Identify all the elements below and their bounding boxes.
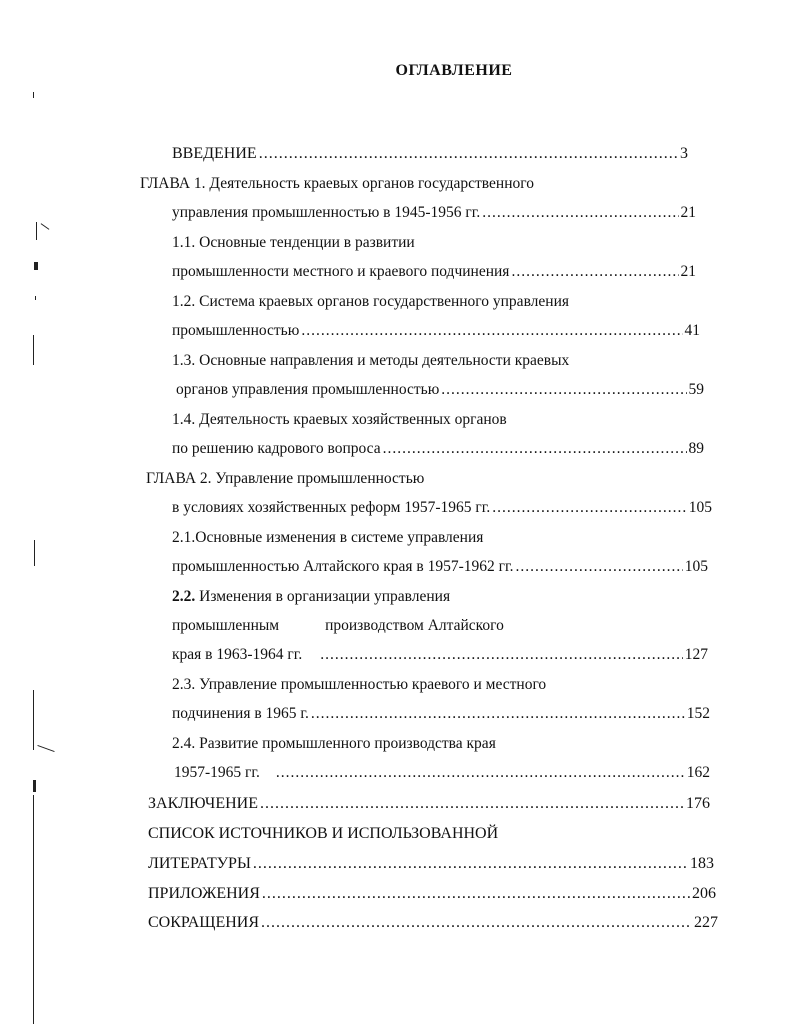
toc-page-number: 105	[684, 558, 708, 575]
toc-entry-chapter-2[interactable]	[172, 498, 712, 518]
toc-section-number: 2.2.	[172, 588, 196, 605]
scan-artifact	[37, 745, 54, 752]
toc-entry-chapter-1[interactable]	[172, 203, 696, 223]
toc-section-1-4-line1: 1.4. Деятельность краевых хозяйственных органов	[172, 411, 507, 428]
leader-dots	[492, 498, 687, 518]
toc-label: промышленности местного и краевого подчинения	[172, 263, 510, 280]
toc-page-number: 89	[688, 440, 704, 457]
toc-page-number: 21	[680, 204, 696, 221]
toc-page-number: 59	[688, 381, 704, 398]
toc-section-2-4-line1: 2.4. Развитие промышленного производства края	[172, 735, 496, 752]
toc-label: 1957-1965 гг.	[174, 764, 260, 781]
toc-page-number: 41	[684, 322, 700, 339]
toc-section-1-2-line1: 1.2. Система краевых органов государственного управления	[172, 293, 570, 310]
toc-label: в условиях хозяйственных реформ 1957-1965 гг.	[172, 499, 491, 516]
toc-entry-section-2-3[interactable]	[172, 704, 710, 724]
leader-dots	[482, 203, 678, 223]
toc-label: управления промышленностью в 1945-1956 гг.	[172, 204, 481, 221]
toc-label: ВВЕДЕНИЕ	[172, 145, 257, 162]
toc-entry-conclusion[interactable]	[148, 794, 710, 814]
toc-entry-abbreviations[interactable]	[148, 913, 718, 933]
toc-label: ЛИТЕРАТУРЫ	[148, 855, 251, 872]
toc-section-2-1-line1: 2.1.Основные изменения в системе управления	[172, 529, 484, 546]
scan-artifact	[35, 296, 36, 300]
scan-artifact	[33, 780, 36, 792]
leader-dots	[383, 439, 687, 459]
toc-label: ЗАКЛЮЧЕНИЕ	[148, 795, 258, 812]
toc-section-1-3-line1: 1.3. Основные направления и методы деятельности краевых	[172, 352, 570, 369]
toc-section-1-1-line1: 1.1. Основные тенденции в развитии	[172, 234, 415, 251]
scan-artifact	[33, 795, 34, 1024]
toc-chapter-2-line1: ГЛАВА 2. Управление промышленностью	[146, 470, 425, 487]
toc-label: ПРИЛОЖЕНИЯ	[148, 885, 260, 902]
scan-artifact	[33, 92, 34, 98]
toc-section-title: Изменения в организации управления	[199, 588, 451, 605]
toc-label: органов управления промышленностью	[176, 381, 440, 398]
toc-page-number: 105	[688, 499, 712, 516]
toc-page-number: 206	[692, 885, 716, 902]
leader-dots	[320, 645, 683, 665]
toc-page-number: 3	[680, 145, 688, 162]
toc-label: по решению кадрового вопроса	[172, 440, 381, 457]
toc-entry-section-1-1[interactable]	[172, 262, 696, 282]
toc-page-number: 21	[680, 263, 696, 280]
toc-section-2-2-line2	[172, 616, 504, 636]
toc-entry-sources[interactable]	[148, 854, 714, 874]
scan-artifact	[33, 335, 34, 365]
scan-artifact	[34, 540, 35, 566]
toc-entry-section-2-4[interactable]	[174, 763, 710, 783]
leader-dots	[253, 854, 688, 874]
toc-text-fragment: промышленным	[172, 617, 280, 634]
toc-page-number: 127	[684, 646, 708, 663]
toc-page-number: 227	[694, 914, 718, 931]
toc-label: подчинения в 1965 г.	[172, 705, 309, 722]
toc-entry-section-1-4[interactable]	[172, 439, 704, 459]
leader-dots	[260, 794, 684, 814]
toc-entry-section-1-3[interactable]	[176, 380, 704, 400]
toc-entry-appendix[interactable]	[148, 884, 716, 904]
toc-label: промышленностью	[172, 322, 300, 339]
toc-label: края в 1963-1964 гг.	[172, 646, 303, 663]
toc-section-2-3-line1: 2.3. Управление промышленностью краевого и местного	[172, 676, 547, 693]
toc-label: СОКРАЩЕНИЯ	[148, 914, 259, 931]
leader-dots	[262, 884, 690, 904]
leader-dots	[441, 380, 686, 400]
toc-page-number: 176	[686, 795, 710, 812]
toc-sources-line1: СПИСОК ИСТОЧНИКОВ И ИСПОЛЬЗОВАННОЙ	[148, 825, 499, 842]
leader-dots	[515, 557, 682, 577]
leader-dots	[301, 321, 682, 341]
scan-artifact	[34, 262, 38, 270]
scan-artifact	[33, 690, 34, 750]
leader-dots	[276, 763, 685, 783]
scan-artifact	[36, 222, 37, 240]
toc-text-fragment: производством Алтайского	[325, 617, 504, 634]
scan-artifact	[41, 223, 50, 230]
toc-label: промышленностью Алтайского края в 1957-1962 гг.	[172, 558, 514, 575]
leader-dots	[261, 913, 692, 933]
page-title: ОГЛАВЛЕНИЕ	[395, 62, 513, 79]
toc-section-2-2-line1	[172, 587, 450, 607]
leader-dots	[311, 704, 685, 724]
toc-page-number: 152	[686, 705, 710, 722]
toc-entry-section-2-2[interactable]	[172, 645, 708, 665]
leader-dots	[511, 262, 678, 282]
toc-page-number: 183	[690, 855, 714, 872]
toc-entry-section-2-1[interactable]	[172, 557, 708, 577]
toc-entry-section-1-2[interactable]	[172, 321, 700, 341]
leader-dots	[259, 144, 678, 164]
toc-entry-intro[interactable]	[172, 144, 688, 164]
toc-page-number: 162	[686, 764, 710, 781]
toc-chapter-1-line1: ГЛАВА 1. Деятельность краевых органов государственного	[140, 175, 534, 192]
